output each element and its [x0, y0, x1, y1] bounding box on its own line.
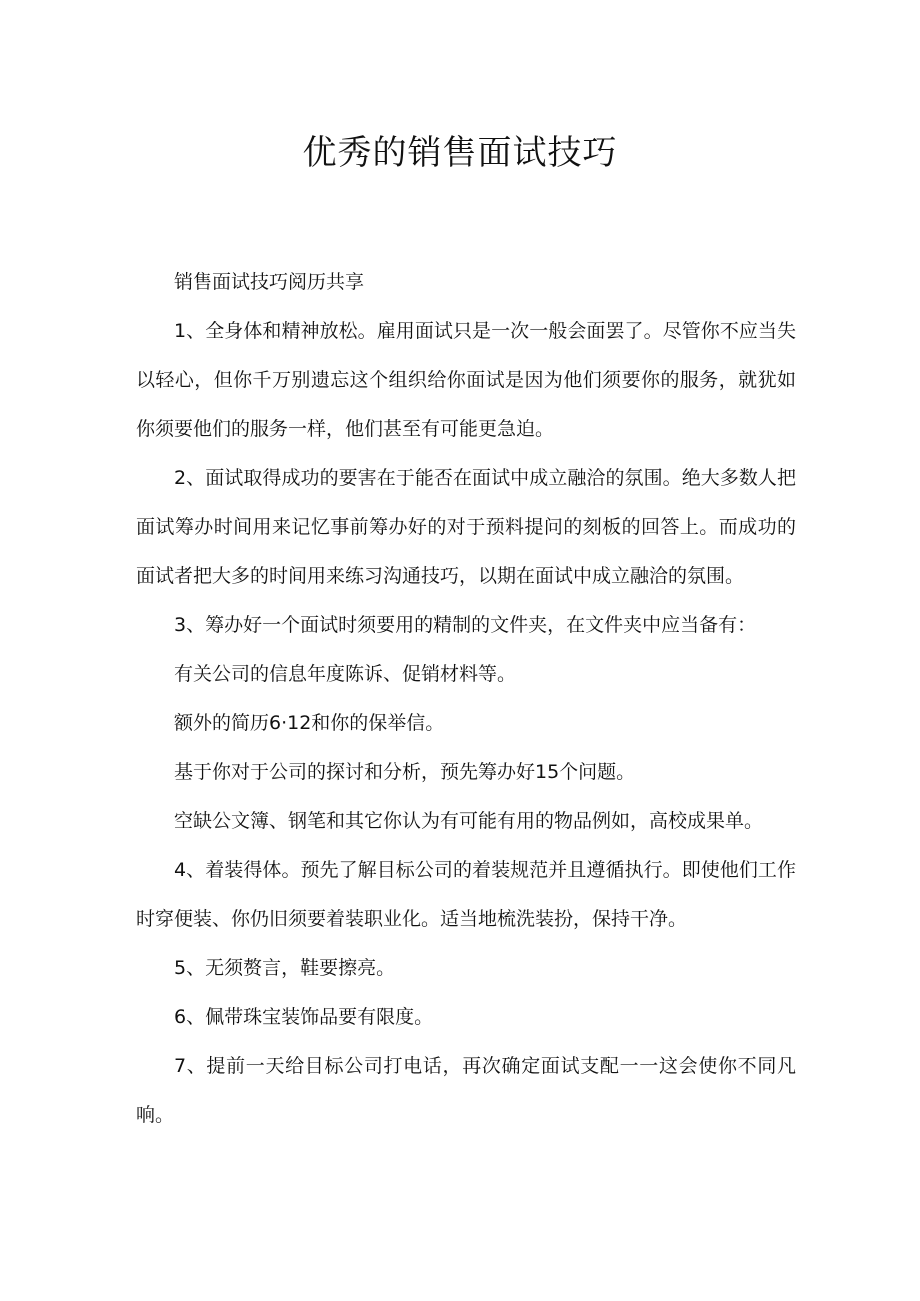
paragraph-5: 5、无须赘言，鞋要擦亮。 — [174, 957, 396, 979]
paragraph-3-item-3: 基于你对于公司的探讨和分析，预先筹办好15个问题。 — [174, 761, 636, 783]
document-title: 优秀的销售面试技巧 — [302, 133, 618, 173]
document-body — [136, 258, 796, 1140]
paragraph-3-item-4: 空缺公文簿、钢笔和其它你认为有可能有用的物品例如，高校成果单。 — [174, 810, 764, 832]
paragraph-3-item-2: 额外的简历6·12和你的保举信。 — [174, 712, 445, 734]
paragraph-1: 1、全身体和精神放松。雇用面试只是一次一般会面罢了。尽管你不应当失以轻心，但你千万别遗忘这个组织给你面试是因为他们须要你的服务，就犹如你须要他们的服务一样，他们甚至有可能更急迫。 — [136, 320, 796, 440]
paragraph-7: 7、提前一天给目标公司打电话，再次确定面试支配一一这会使你不同凡响。 — [136, 1055, 796, 1126]
paragraph-2: 2、面试取得成功的要害在于能否在面试中成立融洽的氛围。绝大多数人把面试筹办时间用来记忆事前筹办好的对于预料提问的刻板的回答上。而成功的面试者把大多的时间用来练习沟通技巧，以期在面试中成立融洽的氛围。 — [136, 467, 796, 587]
paragraph-3: 3、筹办好一个面试时须要用的精制的文件夹，在文件夹中应当备有： — [174, 614, 757, 636]
paragraph-6: 6、佩带珠宝装饰品要有限度。 — [174, 1006, 434, 1028]
paragraph-3-item-1: 有关公司的信息年度陈诉、促销材料等。 — [174, 663, 517, 685]
paragraph-4: 4、着装得体。预先了解目标公司的着装规范并且遵循执行。即使他们工作时穿便装、你仍旧须要着装职业化。适当地梳洗装扮，保持干净。 — [136, 859, 796, 930]
paragraph-intro: 销售面试技巧阅历共享 — [174, 271, 365, 293]
